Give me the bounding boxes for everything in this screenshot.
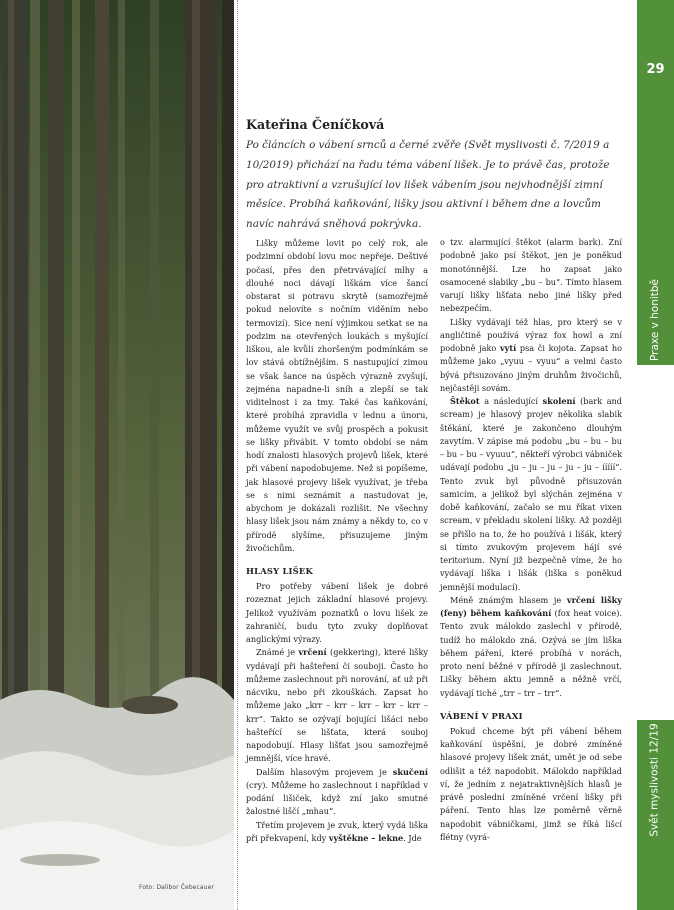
- paragraph: Dalším hlasovým projevem je skučení (cry). Můžeme ho zaslechnout i například v podání lišiček, když zní jako smutné žalostné liščí „mhau“.: [246, 766, 428, 817]
- section-label: Praxe v honitbě: [649, 278, 661, 362]
- author-name: Kateřina Čeníčková: [246, 117, 385, 132]
- article-lede: Po článcích o vábení srnců a černé zvěře (Svět myslivosti č. 7/2019 a 10/2019) přichází na řadu téma vábení lišek. Je to právě čas, protože pro atraktivní a vzrušující lov lišek vábením jsou nejvhodnější zimní měsíce. Probíhá kaňkování, lišky jsou aktivní i během dne a lovcům navíc nahrává sněhová pokrývka.: [246, 139, 610, 231]
- paragraph: Pro potřeby vábení lišek je dobré rozeznat jejich základní hlasové projevy. Jelikož využívám poznatků o lovu lišek ze zahraničí, budu tyto zvuky doplňovat anglickými výrazy.: [246, 581, 428, 644]
- paragraph: Lišky vydávají též hlas, pro který se v angličtině používá výraz fox howl a zní podobně jako vytí psa či kojota. Zapsat ho můžeme jako „vyuu – vyuu“ a velmi často bývá přisuzováno jiným druhům živočichů, nejčastěji sovám.: [440, 316, 622, 393]
- paragraph: o tzv. alarmující štěkot (alarm bark). Zní podobně jako psí štěkot, jen je poněkud monotónnější. Lze ho zapsat jako osamocené slabiky „bu – bu“. Tímto hlasem varují lišky lišťata nebo jiné lišky před nebezpečím.: [440, 237, 622, 314]
- column-separator: [237, 0, 238, 910]
- paragraph: Lišky můžeme lovit po celý rok, ale podzimní období lovu moc nepřeje. Deštivé počasí, přes den přetrvávající mlhy a dlouhé noci dávají liškám více šancí obstarat si potravu skrytě (samozřejmě pokud nelovíte s nočním viděním nebo termovizí). Sice není výjimkou setkat se na podzim na otevřených loukách s myšující liškou, ale kvůli zhoršeným podmínkám se lov stává obtížnějším. S nastupující zimou se však šance na úspěch výrazně zvyšují, zejména napadne-li sníh a zlepší se tak viditelnost i za tmy. Také čas kaňkování, které probíhá zpravidla v lednu a únoru, můžeme využít ve svůj prospěch a pokusit se lišky přivábit. V tomto období se nám hodí znalosti hlasových projevů lišek, které při vábení napodobujeme. Než si popíšeme, jak hlasové projevy lišek využívat, je třeba se s nimi seznámit a nastudovat je, abychom je dokázali rozlišit. Ne všechny hlasy lišek jsou nám známy a někdy to, co v přírodě slyšíme, přisuzujeme jiným živočichům.: [246, 238, 428, 553]
- paragraph: Známé je vrčení (gekkering), které lišky vydávají při hašteření či souboji. Často ho můžeme zaslechnout při norování, ať už při nácviku, nebo při zkouškách. Zapsat ho můžeme jako „krr – krr – krr – krr – krr – krr“. Takto se ozývají bojující lišáci nebo hašteřící se lišťata, která souboj napodobují. Hlasy lišťat jsou samozřejmě jemnější, více hravé.: [246, 647, 428, 764]
- section-heading: VÁBENÍ V PRAXI: [440, 710, 523, 721]
- forest-photo: [0, 0, 234, 910]
- body-column-2: [440, 236, 622, 844]
- paragraph: Třetím projevem je zvuk, který vydá liška při překvapení, kdy vyštěkne – lekne. Jde: [246, 819, 428, 843]
- magazine-issue-label: Svět myslivosti 12/19: [649, 723, 661, 837]
- page-number: 29: [646, 62, 665, 77]
- section-heading: HLASY LIŠEK: [246, 566, 313, 576]
- paragraph: Méně známým hlasem je vrčení lišky (feny) během kaňkování (fox heat voice). Tento zvuk málokdo zaslechl v přírodě, tudíž ho málokdo zná. Ozývá se jím liška během páření, které probíhá v norách, proto není běžné v přírodě ji zaslechnout. Lišky během aktu jemně a něžně vrčí, vydávají tiché „trr – trr – trr“.: [440, 594, 622, 698]
- body-column-1: [246, 237, 428, 845]
- paragraph: Pokud chceme být při vábení během kaňkování úspěšní, je dobré zmíněné hlasové projevy lišek znát, umět je od sebe odlišit a též napodobit. Málokdo například ví, že jedním z nejatraktivnějších hlasů je právě poslední zmíněné vrčení lišky při páření. Tento hlas lze poměrně věrně napodobit vábničkami, jimž se říká lišcí flétny (vyrá-: [440, 725, 622, 842]
- forest-illustration: [0, 0, 234, 910]
- paragraph: Štěkot a následující skolení (bark and scream) je hlasový projev několika slabik štěkání, které je zakončeno dlouhým zavytím. V zápise má podobu „bu – bu – bu – bu – bu – vyuuu“, někteří výrobci vábniček udávají podobu „ju – ju – ju – ju – ju – ííííí“. Tento zvuk byl původně přisuzován samicím, a jelikož byl slýchán zejména v době kaňkování, začalo se mu říkat vixen scream, v překladu skolení lišky. Až později se přišlo na to, že ho používá i lišák, který si tímto zvukovým projevem hájí své teritorium. Nyní již bezpečně víme, že ho vydávají liška i lišák (liška s poněkud jemnější modulací).: [440, 396, 622, 592]
- photo-credit: Foto: Dalibor Čebecauer: [139, 884, 214, 891]
